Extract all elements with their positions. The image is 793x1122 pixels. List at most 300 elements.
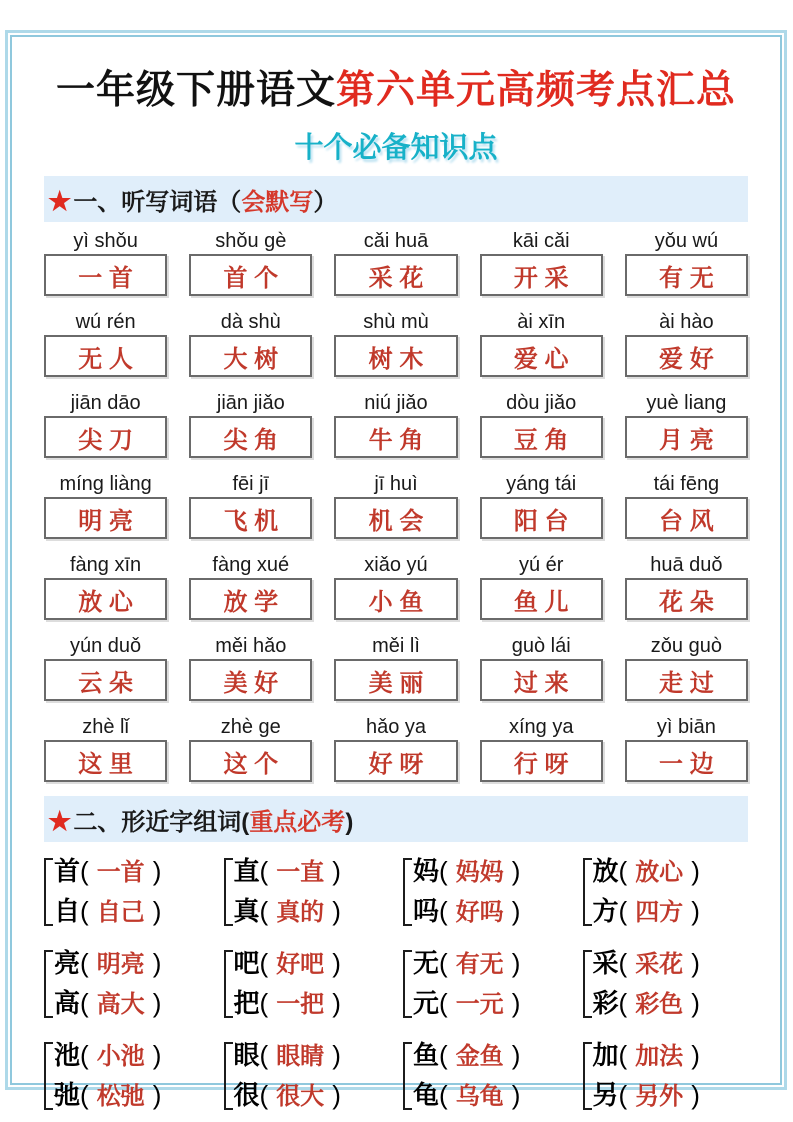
bracket-icon xyxy=(583,1042,592,1110)
char-pair-line xyxy=(54,1036,161,1076)
compound-word: 很大 xyxy=(276,1083,325,1110)
compound-word: 好吧 xyxy=(276,951,325,978)
word-cell xyxy=(480,390,603,458)
word-text: 爱 心 xyxy=(513,345,569,373)
char-pair-line xyxy=(413,852,520,892)
bracket-icon xyxy=(583,858,592,926)
word-box xyxy=(189,335,312,377)
word-box xyxy=(44,578,167,620)
close-paren: ) xyxy=(691,1040,700,1070)
base-char: 鱼 xyxy=(413,1040,440,1070)
char-pair-line xyxy=(593,1076,700,1116)
close-paren: ) xyxy=(511,948,521,978)
pinyin-label: měi hǎo xyxy=(215,635,287,657)
word-cell xyxy=(44,714,167,782)
word-cell xyxy=(625,714,748,782)
word-text: 机 会 xyxy=(368,507,424,535)
word-box xyxy=(480,416,603,458)
word-box xyxy=(334,740,457,782)
pinyin-label: guò lái xyxy=(511,635,571,657)
close-paren: ) xyxy=(152,856,162,886)
char-pair-group xyxy=(583,944,749,1024)
pinyin-label: zhè ge xyxy=(220,716,281,738)
word-text: 牛 角 xyxy=(368,426,424,454)
open-paren: ( xyxy=(618,988,628,1018)
open-paren: ( xyxy=(439,896,448,926)
pinyin-label: dòu jiǎo xyxy=(506,392,577,414)
pinyin-label: hǎo ya xyxy=(365,716,427,738)
star-icon: ★ xyxy=(48,806,72,836)
bracket-icon xyxy=(403,950,412,1018)
word-text: 放 学 xyxy=(223,588,279,616)
char-pair-line xyxy=(593,1036,700,1076)
base-char: 自 xyxy=(54,896,81,926)
open-paren: ( xyxy=(259,856,269,886)
word-cell xyxy=(480,714,603,782)
pinyin-label: tái fēng xyxy=(653,473,720,495)
pinyin-label: fàng xīn xyxy=(70,554,142,576)
char-pair-group xyxy=(44,1036,210,1116)
pinyin-label: yì shǒu xyxy=(73,230,138,252)
char-pair-line xyxy=(54,984,161,1024)
close-paren: ) xyxy=(332,1040,341,1070)
base-char: 吗 xyxy=(413,896,440,926)
close-paren: ) xyxy=(691,1080,700,1110)
pinyin-label: yǒu wú xyxy=(654,230,719,252)
char-pair-line xyxy=(54,892,161,932)
pinyin-label: fàng xué xyxy=(212,554,290,576)
pinyin-label: dà shù xyxy=(220,311,281,333)
word-cell xyxy=(480,633,603,701)
compound-word: 一把 xyxy=(276,991,325,1018)
open-paren: ( xyxy=(80,988,89,1018)
word-cell xyxy=(189,714,312,782)
dictation-word-grid xyxy=(44,228,748,782)
compound-word: 一直 xyxy=(276,859,325,886)
compound-word: 眼睛 xyxy=(276,1043,325,1070)
compound-word: 有无 xyxy=(455,951,504,978)
word-cell xyxy=(189,309,312,377)
word-box xyxy=(334,497,457,539)
pinyin-label: huā duǒ xyxy=(650,554,723,576)
pinyin-label: shǒu gè xyxy=(215,230,287,252)
word-box xyxy=(625,416,748,458)
char-pair-line xyxy=(413,1076,520,1116)
pinyin-label: zhè lǐ xyxy=(82,716,129,738)
word-box xyxy=(625,659,748,701)
close-paren: ) xyxy=(152,1080,162,1110)
open-paren: ( xyxy=(618,1080,628,1110)
word-box xyxy=(189,578,312,620)
word-text: 月 亮 xyxy=(659,426,714,454)
word-text: 首 个 xyxy=(223,264,279,292)
word-cell xyxy=(334,714,457,782)
word-box xyxy=(625,254,748,296)
word-cell xyxy=(480,228,603,296)
pinyin-label: jiān dāo xyxy=(70,392,141,414)
word-cell xyxy=(189,471,312,539)
pinyin-label: ài xīn xyxy=(517,311,566,333)
word-text: 开 采 xyxy=(513,264,569,292)
word-cell xyxy=(625,471,748,539)
pinyin-label: kāi cǎi xyxy=(512,230,570,252)
bracket-icon xyxy=(583,950,592,1018)
word-text: 有 无 xyxy=(659,264,714,292)
char-pair-group xyxy=(44,944,210,1024)
word-box xyxy=(334,578,457,620)
char-pair-group xyxy=(224,944,390,1024)
word-cell xyxy=(189,228,312,296)
word-text: 小 鱼 xyxy=(368,588,424,616)
open-paren: ( xyxy=(259,1040,269,1070)
base-char: 很 xyxy=(233,1080,260,1110)
word-text: 台 风 xyxy=(659,507,714,535)
open-paren: ( xyxy=(439,1040,448,1070)
word-text: 美 好 xyxy=(223,669,279,697)
compound-word: 金鱼 xyxy=(455,1043,504,1070)
char-pair-line xyxy=(593,852,700,892)
word-cell xyxy=(625,309,748,377)
base-char: 元 xyxy=(413,988,440,1018)
open-paren: ( xyxy=(80,856,89,886)
word-box xyxy=(625,578,748,620)
word-text: 过 来 xyxy=(513,669,569,697)
base-char: 另 xyxy=(592,1080,619,1110)
word-text: 爱 好 xyxy=(659,345,714,373)
open-paren: ( xyxy=(80,1040,89,1070)
word-box xyxy=(334,254,457,296)
base-char: 吧 xyxy=(233,948,260,978)
compound-word: 另外 xyxy=(635,1083,684,1110)
char-pair-line xyxy=(234,984,341,1024)
close-paren: ) xyxy=(152,948,162,978)
compound-word: 真的 xyxy=(276,899,325,926)
word-box xyxy=(480,659,603,701)
word-cell xyxy=(44,471,167,539)
section1-heading-red: 会默写 xyxy=(241,189,314,216)
close-paren: ) xyxy=(332,948,341,978)
word-text: 这 个 xyxy=(223,750,279,778)
char-pair-line xyxy=(413,892,520,932)
base-char: 龟 xyxy=(413,1080,440,1110)
pinyin-label: wú rén xyxy=(75,311,136,333)
bracket-icon xyxy=(224,1042,233,1110)
close-paren: ) xyxy=(332,988,341,1018)
word-cell xyxy=(480,309,603,377)
word-text: 阳 台 xyxy=(513,507,569,535)
open-paren: ( xyxy=(259,896,269,926)
compound-word: 四方 xyxy=(635,899,684,926)
word-box xyxy=(480,254,603,296)
compound-word: 采花 xyxy=(635,951,684,978)
char-pair-line xyxy=(593,944,700,984)
section2-heading-black: 二、形近字组词( xyxy=(73,809,250,836)
word-cell xyxy=(625,552,748,620)
base-char: 弛 xyxy=(54,1080,81,1110)
word-text: 尖 角 xyxy=(223,426,279,454)
close-paren: ) xyxy=(691,988,700,1018)
word-cell xyxy=(334,552,457,620)
char-pair-group xyxy=(583,852,749,932)
word-text: 豆 角 xyxy=(513,426,569,454)
base-char: 放 xyxy=(592,856,619,886)
pinyin-label: yì biān xyxy=(656,716,716,738)
word-cell xyxy=(44,633,167,701)
word-text: 飞 机 xyxy=(223,507,279,535)
pinyin-label: yú ér xyxy=(518,554,564,576)
section1-header xyxy=(44,176,748,222)
word-cell xyxy=(189,552,312,620)
word-cell xyxy=(625,390,748,458)
star-icon: ★ xyxy=(48,186,72,216)
compound-word: 高大 xyxy=(96,991,145,1018)
close-paren: ) xyxy=(511,1080,521,1110)
word-box xyxy=(625,497,748,539)
pinyin-label: zǒu guò xyxy=(650,635,722,657)
base-char: 直 xyxy=(233,856,260,886)
section1-heading-black: 一、听写词语（ xyxy=(73,189,242,216)
bracket-icon xyxy=(44,858,53,926)
word-text: 一 首 xyxy=(78,264,133,292)
word-box xyxy=(334,335,457,377)
pinyin-label: ài hào xyxy=(659,311,714,333)
base-char: 池 xyxy=(54,1040,81,1070)
word-box xyxy=(334,416,457,458)
close-paren: ) xyxy=(691,948,700,978)
bracket-icon xyxy=(403,858,412,926)
word-text: 无 人 xyxy=(78,345,133,373)
base-char: 彩 xyxy=(592,988,619,1018)
base-char: 无 xyxy=(413,948,440,978)
char-pair-line xyxy=(413,1036,520,1076)
pinyin-label: yún duǒ xyxy=(70,635,142,657)
open-paren: ( xyxy=(618,896,628,926)
compound-word: 乌龟 xyxy=(455,1083,504,1110)
word-text: 行 呀 xyxy=(513,750,569,778)
open-paren: ( xyxy=(618,1040,628,1070)
word-cell xyxy=(480,471,603,539)
word-cell xyxy=(334,633,457,701)
char-pair-line xyxy=(593,892,700,932)
base-char: 首 xyxy=(54,856,81,886)
open-paren: ( xyxy=(259,1080,269,1110)
close-paren: ) xyxy=(332,896,341,926)
open-paren: ( xyxy=(80,896,89,926)
close-paren: ) xyxy=(152,988,162,1018)
similar-char-grid xyxy=(44,852,748,1116)
word-cell xyxy=(334,471,457,539)
word-text: 尖 刀 xyxy=(78,426,133,454)
base-char: 亮 xyxy=(54,948,81,978)
page-border-inner xyxy=(10,35,782,1110)
pinyin-label: fēi jī xyxy=(232,473,270,495)
section1-heading-close: ） xyxy=(313,189,338,216)
word-box xyxy=(480,335,603,377)
word-cell xyxy=(189,633,312,701)
word-box xyxy=(44,335,167,377)
word-text: 放 心 xyxy=(78,588,133,616)
compound-word: 小池 xyxy=(96,1043,145,1070)
page-subtitle: 十个必备知识点 xyxy=(294,132,498,164)
compound-word: 一元 xyxy=(455,991,504,1018)
char-pair-group xyxy=(224,852,390,932)
char-pair-line xyxy=(234,852,341,892)
word-cell xyxy=(334,228,457,296)
open-paren: ( xyxy=(259,948,269,978)
char-pair-group xyxy=(224,1036,390,1116)
char-pair-group xyxy=(403,944,569,1024)
open-paren: ( xyxy=(439,988,448,1018)
char-pair-line xyxy=(234,1036,341,1076)
bracket-icon xyxy=(224,950,233,1018)
close-paren: ) xyxy=(332,1080,341,1110)
close-paren: ) xyxy=(152,896,162,926)
word-text: 美 丽 xyxy=(368,669,424,697)
close-paren: ) xyxy=(511,988,521,1018)
word-cell xyxy=(189,390,312,458)
char-pair-line xyxy=(54,944,161,984)
bracket-icon xyxy=(224,858,233,926)
word-box xyxy=(44,416,167,458)
word-box xyxy=(189,740,312,782)
word-text: 明 亮 xyxy=(78,507,133,535)
section2-heading-red: 重点必考 xyxy=(249,809,346,836)
bracket-icon xyxy=(44,1042,53,1110)
word-box xyxy=(189,497,312,539)
base-char: 高 xyxy=(54,988,81,1018)
open-paren: ( xyxy=(618,948,628,978)
char-pair-group xyxy=(403,1036,569,1116)
char-pair-group xyxy=(583,1036,749,1116)
section2-heading-close: ) xyxy=(345,809,354,836)
word-box xyxy=(625,740,748,782)
char-pair-group xyxy=(403,852,569,932)
char-pair-line xyxy=(234,944,341,984)
bracket-icon xyxy=(403,1042,412,1110)
word-text: 树 木 xyxy=(368,345,424,373)
title-black-part: 一年级下册语文 xyxy=(55,69,336,112)
word-cell xyxy=(625,228,748,296)
word-box xyxy=(189,659,312,701)
close-paren: ) xyxy=(332,856,341,886)
close-paren: ) xyxy=(511,1040,521,1070)
word-cell xyxy=(480,552,603,620)
pinyin-label: měi lì xyxy=(372,635,420,657)
compound-word: 妈妈 xyxy=(455,859,504,886)
close-paren: ) xyxy=(691,856,700,886)
word-box xyxy=(480,578,603,620)
page-title xyxy=(44,59,748,115)
word-box xyxy=(44,659,167,701)
word-cell xyxy=(44,228,167,296)
open-paren: ( xyxy=(80,1080,89,1110)
word-box xyxy=(189,254,312,296)
close-paren: ) xyxy=(511,856,521,886)
char-pair-line xyxy=(593,984,700,1024)
char-pair-line xyxy=(234,892,341,932)
word-text: 采 花 xyxy=(368,264,424,292)
pinyin-label: yuè liang xyxy=(646,392,727,414)
word-box xyxy=(189,416,312,458)
char-pair-line xyxy=(413,944,520,984)
base-char: 妈 xyxy=(413,856,440,886)
open-paren: ( xyxy=(439,856,448,886)
compound-word: 放心 xyxy=(635,859,684,886)
close-paren: ) xyxy=(152,1040,162,1070)
section2-header xyxy=(44,796,748,842)
open-paren: ( xyxy=(618,856,628,886)
base-char: 真 xyxy=(233,896,260,926)
pinyin-label: míng liàng xyxy=(59,473,152,495)
word-text: 大 树 xyxy=(223,345,279,373)
word-text: 这 里 xyxy=(78,750,133,778)
word-box xyxy=(334,659,457,701)
pinyin-label: niú jiǎo xyxy=(364,392,428,414)
word-cell xyxy=(44,552,167,620)
word-box xyxy=(480,497,603,539)
word-cell xyxy=(44,390,167,458)
bracket-icon xyxy=(44,950,53,1018)
title-red-part: 第六单元高频考点汇总 xyxy=(336,69,737,112)
pinyin-label: yáng tái xyxy=(506,473,577,495)
base-char: 把 xyxy=(233,988,260,1018)
base-char: 采 xyxy=(592,948,619,978)
compound-word: 松弛 xyxy=(96,1083,145,1110)
open-paren: ( xyxy=(439,1080,448,1110)
char-pair-line xyxy=(54,852,161,892)
compound-word: 彩色 xyxy=(635,991,684,1018)
word-box xyxy=(480,740,603,782)
compound-word: 好吗 xyxy=(455,899,504,926)
word-cell xyxy=(334,309,457,377)
word-box xyxy=(44,254,167,296)
pinyin-label: jī huì xyxy=(374,473,418,495)
word-box xyxy=(44,740,167,782)
close-paren: ) xyxy=(691,896,700,926)
char-pair-line xyxy=(413,984,520,1024)
base-char: 眼 xyxy=(233,1040,260,1070)
word-text: 一 边 xyxy=(659,750,714,778)
word-text: 花 朵 xyxy=(659,588,714,616)
word-cell xyxy=(625,633,748,701)
pinyin-label: cǎi huā xyxy=(363,230,429,252)
page-border-outer xyxy=(5,30,787,1110)
base-char: 加 xyxy=(592,1040,619,1070)
compound-word: 加法 xyxy=(635,1043,684,1070)
open-paren: ( xyxy=(439,948,448,978)
char-pair-line xyxy=(54,1076,161,1116)
close-paren: ) xyxy=(511,896,521,926)
word-box xyxy=(625,335,748,377)
compound-word: 自己 xyxy=(96,899,145,926)
compound-word: 明亮 xyxy=(96,951,145,978)
pinyin-label: shù mù xyxy=(363,311,429,333)
word-text: 云 朵 xyxy=(78,669,133,697)
word-cell xyxy=(44,309,167,377)
word-cell xyxy=(334,390,457,458)
pinyin-label: xíng ya xyxy=(508,716,574,738)
word-box xyxy=(44,497,167,539)
word-text: 鱼 儿 xyxy=(513,588,569,616)
word-text: 好 呀 xyxy=(368,750,424,778)
pinyin-label: jiān jiǎo xyxy=(216,392,285,414)
open-paren: ( xyxy=(80,948,89,978)
word-text: 走 过 xyxy=(659,669,714,697)
base-char: 方 xyxy=(592,896,619,926)
char-pair-line xyxy=(234,1076,341,1116)
char-pair-group xyxy=(44,852,210,932)
open-paren: ( xyxy=(259,988,269,1018)
